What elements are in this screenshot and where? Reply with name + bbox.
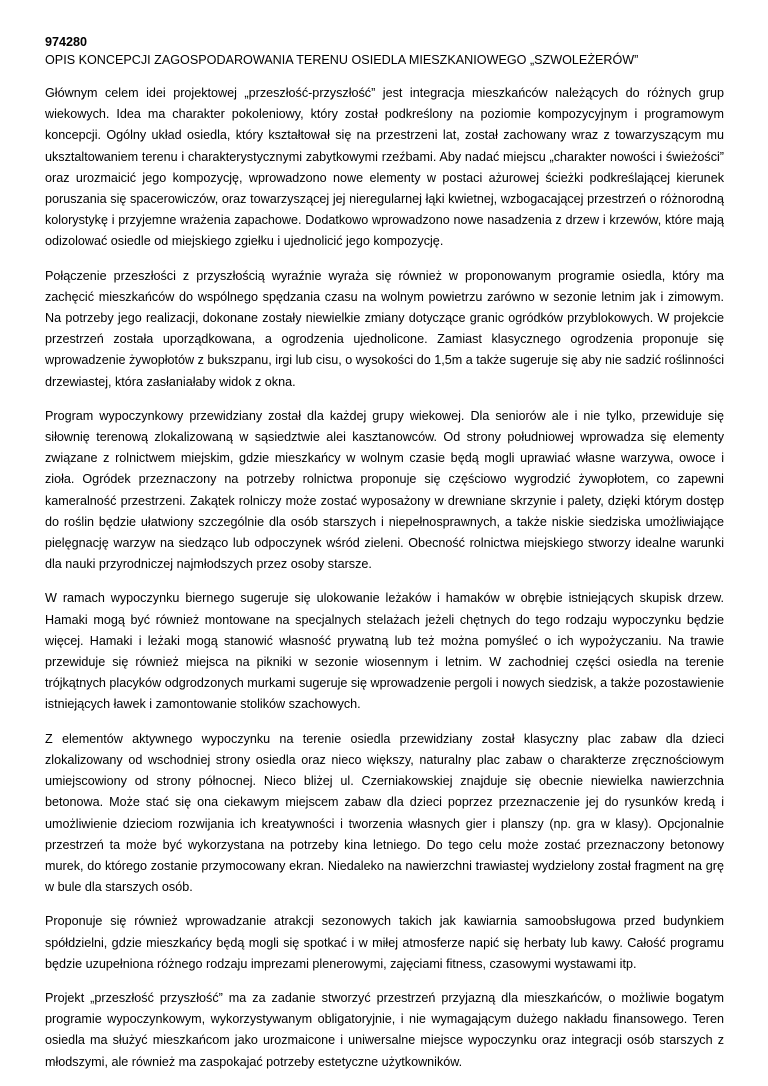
paragraph-recreation: Program wypoczynkowy przewidziany został dla każdej grupy wiekowej. Dla seniorów ale i nie tylko, przewiduje się siłownię terenową zlokalizowaną w sąsiedztwie alei kasztanowców. Od strony południowej wprowadza się elementy związane z rolnictwem miejskim, gdzie mieszkańcy w wolnym czasie będą mogli uprawiać własne warzywa, owoce i zioła. Ogródek przeznaczony na potrzeby rolnictwa proponuje się częściowo wygrodzić żywopłotem, co zapewni kameralność przestrzeni. Zakątek rolniczy może zostać wyposażony w drewniane skrzynie i palety, dzięki którym dostęp do roślin będzie ułatwiony szczególnie dla osób starszych i niepełnosprawnych, a także niskie siedziska umożliwiające pielęgnację warzyw na siedząco lub odpoczynek wśród zieleni. Obecność rolnictwa miejskiego stworzy idealne warunki dla nauki przyrodniczej najmłodszych przez osoby starsze. — [45, 408, 724, 572]
paragraph-passive-rest: W ramach wypoczynku biernego sugeruje się ulokowanie leżaków i hamaków w obrębie istniejących skupisk drzew. Hamaki mogą być również montowane na specjalnych stelażach jeżeli chętnych do tego rodzaju wypoczynku będzie więcej. Hamaki i leżaki mogą stanowić własność prywatną lub też można pomyśleć o ich wypożyczaniu. Na trawie przewiduje się również miejsca na pikniki w sezonie wiosennym i letnim. W zachodniej części osiedla na terenie trójkątnych placyków odgrodzonych murkami sugeruje się wprowadzenie pergoli i nowych siedzisk, a także pozostawienie istniejących ławek i zamontowanie stolików szachowych. — [45, 591, 724, 712]
document-id: 974280 — [45, 35, 88, 49]
paragraph-seasonal: Proponuje się również wprowadzanie atrakcji sezonowych takich jak kawiarnia samoobsługowa przed budynkiem spółdzielni, gdzie mieszkańcy będą mogli się spotkać i w miłej atmosferze napić się herbaty lub kawy. Całość programu będzie uzupełniona różnego rodzaju imprezami plenerowymi, zajęciami fitness, czasowymi wystawami itp. — [45, 914, 724, 971]
paragraph-active-rest: Z elementów aktywnego wypoczynku na terenie osiedla przewidziany został klasyczny plac zabaw dla dzieci zlokalizowany od wschodniej strony osiedla oraz nieco większy, naturalny plac zabaw o charakterze zręcznościowym umiejscowiony od strony północnej. Nieco bliżej ul. Czerniakowskiej znajduje się obecnie niewielka nawierzchnia betonowa. Może stać się ona ciekawym miejscem zabaw dla dzieci poprzez przeznaczenie jej do rysunków kredą i umożliwienie dzieciom rozwijania ich kreatywności i tworzenia własnych gier i planszy (np. gra w klasy). Opcjonalnie przestrzeń ta może być wykorzystana na potrzeby kina letniego. Do tego celu może zostać przeznaczony betonowy murek, do którego zostanie przymocowany ekran. Niedaleko na nawierzchni trawiastej wydzielony został fragment na grę w bule dla starszych osób. — [45, 731, 724, 895]
document-page — [45, 33, 724, 1086]
paragraph-program: Połączenie przeszłości z przyszłością wyraźnie wyraża się również w proponowanym programie osiedla, który ma zachęcić mieszkańców do wspólnego spędzania czasu na wolnym powietrzu zarówno w sezonie letnim jak i zimowym. Na potrzeby jego realizacji, dokonane zostały niewielkie zmiany dotyczące granic ogródków przyblokowych. W projekcie przestrzeń została uporządkowana, a ogrodzenia ujednolicone. Zamiast klasycznego ogrodzenia proponuje się wprowadzenie żywopłotów z bukszpanu, irgi lub cisu, o wysokości do 1,5m a także sugeruje się aby nie sadzić roślinności drzewiastej, która zasłaniałaby widok z okna. — [45, 268, 724, 389]
paragraph-goal: Głównym celem idei projektowej „przeszłość-przyszłość” jest integracja mieszkańców należących do różnych grup wiekowych. Idea ma charakter pokoleniowy, który został podkreślony na poziomie kompozycyjnym i programowym koncepcji. Ogólny układ osiedla, który kształtował się na przestrzeni lat, został zachowany wraz z towarzyszącym mu uksztaltowaniem terenu i charakterystycznymi zabytkowymi rzeźbami. Aby nadać miejscu „charakter nowości i świeżości” oraz urozmaicić jego kompozycję, wprowadzono nowe elementy w postaci ażurowej ścieżki podkreślającej kierunek poruszania się spacerowiczów, oraz towarzyszącej jej nieregularnej łąki kwietnej, wzbogacającej przestrzeń o różnorodną kolorystykę i przyjemne wrażenia zapachowe. Dodatkowo wprowadzono nowe nasadzenia z drzew i krzewów, które mają odizolować osiedle od miejskiego zgiełku i ujednolicić jego kompozycję. — [45, 86, 724, 249]
document-title: OPIS KONCEPCJI ZAGOSPODAROWANIA TERENU OSIEDLA MIESZKANIOWEGO „SZWOLEŻERÓW” — [45, 53, 639, 67]
paragraph-summary: Projekt „przeszłość przyszłość” ma za zadanie stworzyć przestrzeń przyjazną dla mieszkańców, o możliwie bogatym programie wypoczynkowym, wykorzystywanym obligatoryjnie, i nie wymagającym dużego nakładu finansowego. Teren osiedla ma służyć mieszkańcom jako urozmaicone i uniwersalne miejsce wypoczynku oraz integracji osób starszych z młodszymi, ale również ma zaspokajać potrzeby estetyczne użytkowników. — [45, 990, 724, 1069]
